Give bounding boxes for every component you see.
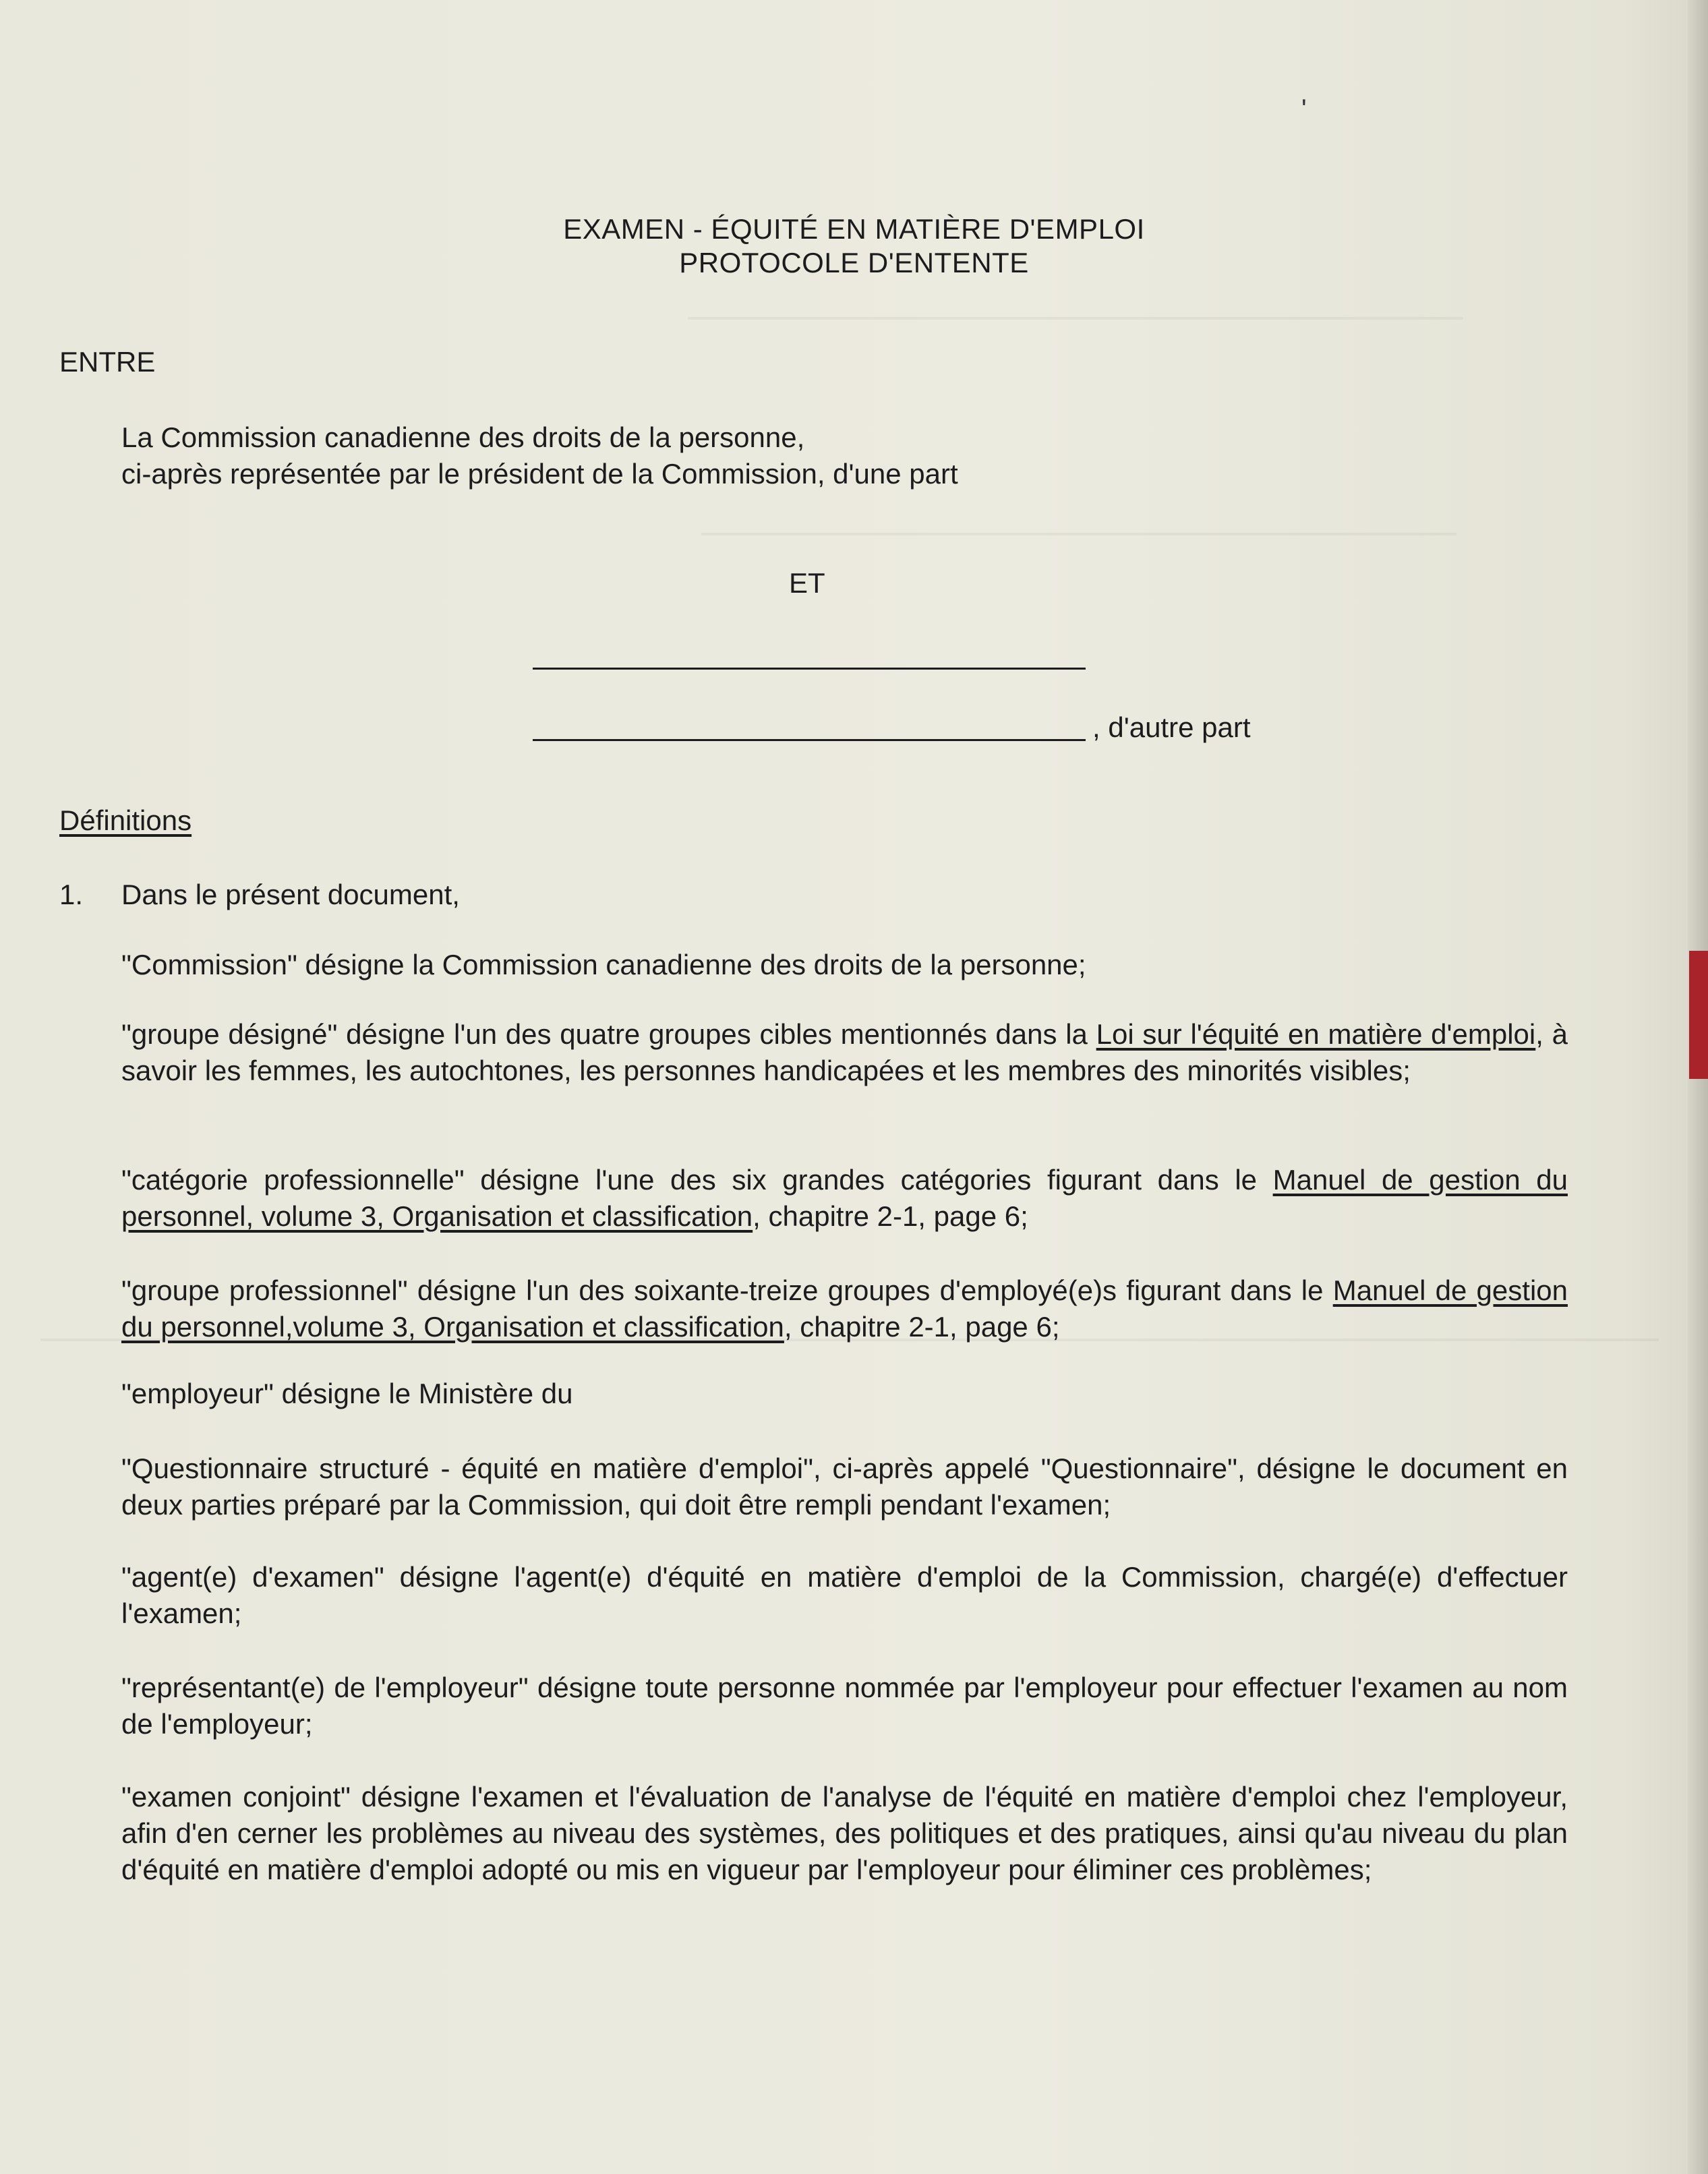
document-title: EXAMEN - ÉQUITÉ EN MATIÈRE D'EMPLOI	[563, 213, 1145, 245]
manual-reference: Manuel de gestion du personnel,volume 3, Organisation et classification	[121, 1274, 1568, 1343]
def-text: , à savoir les femmes, les autochtones, les personnes handicapées et les membres des minorités visibles;	[121, 1018, 1568, 1086]
document-subtitle: PROTOCOLE D'ENTENTE	[679, 247, 1029, 278]
employer-name-blank-line2	[533, 739, 1086, 741]
autre-part-label: , d'autre part	[1092, 711, 1251, 743]
def-groupe-professionnel	[121, 1272, 1568, 1345]
stray-mark: '	[1301, 94, 1307, 124]
def-text: , chapitre 2-1, page 6;	[784, 1311, 1060, 1343]
law-reference: Loi sur l'équité en matière d'emploi	[1096, 1018, 1536, 1050]
bleed-through	[701, 533, 1456, 535]
def-text: "groupe désigné" désigne l'un des quatre groupes cibles mentionnés dans la	[121, 1018, 1096, 1050]
item-number: 1.	[59, 879, 84, 910]
page-edge-shadow	[1688, 0, 1708, 2174]
def-text: "groupe professionnel" désigne l'un des soixante-treize groupes d'employé(e)s figurant dans le	[121, 1274, 1333, 1306]
employer-name-blank-line1	[533, 668, 1086, 670]
item-intro: Dans le présent document,	[121, 879, 460, 910]
entre-label: ENTRE	[59, 346, 156, 378]
def-representant: "représentant(e) de l'employeur" désigne toute personne nommée par l'employeur pour effectuer l'examen au nom de l'employeur;	[121, 1672, 1568, 1740]
def-employeur: "employeur" désigne le Ministère du	[121, 1378, 573, 1409]
def-agent-examen: "agent(e) d'examen" désigne l'agent(e) d'équité en matière d'emploi de la Commission, chargé(e) d'effectuer l'examen;	[121, 1561, 1568, 1629]
def-commission: "Commission" désigne la Commission canadienne des droits de la personne;	[121, 949, 1086, 980]
party1-line2: ci-après représentée par le président de la Commission, d'une part	[121, 458, 958, 490]
def-questionnaire: "Questionnaire structuré - équité en matière d'emploi", ci-après appelé "Questionnaire", désigne le document en deux parties préparé par la Commission, qui doit être rempli pendant l'examen;	[121, 1452, 1568, 1521]
red-tab-marker	[1689, 951, 1708, 1079]
definitions-heading: Définitions	[59, 804, 192, 836]
manual-reference: Manuel de gestion du personnel, volume 3, Organisation et classification	[121, 1164, 1568, 1232]
def-categorie-professionnelle	[121, 1162, 1568, 1235]
def-text: "catégorie professionnelle" désigne l'une des six grandes catégories figurant dans le	[121, 1164, 1273, 1196]
party1-line1: La Commission canadienne des droits de la personne,	[121, 421, 805, 453]
bleed-through	[688, 317, 1463, 320]
def-text: , chapitre 2-1, page 6;	[753, 1200, 1028, 1232]
def-examen-conjoint: "examen conjoint" désigne l'examen et l'évaluation de l'analyse de l'équité en matière d'emploi chez l'employeur, afin d'en cerner les problèmes au niveau des systèmes, des politiques et des pratiques, ainsi qu'au niveau du plan d'équité en matière d'emploi adopté ou mis en vigueur par l'employeur pour éliminer ces problèmes;	[121, 1781, 1568, 1885]
def-groupe-designe	[121, 1016, 1568, 1089]
et-label: ET	[789, 567, 825, 599]
